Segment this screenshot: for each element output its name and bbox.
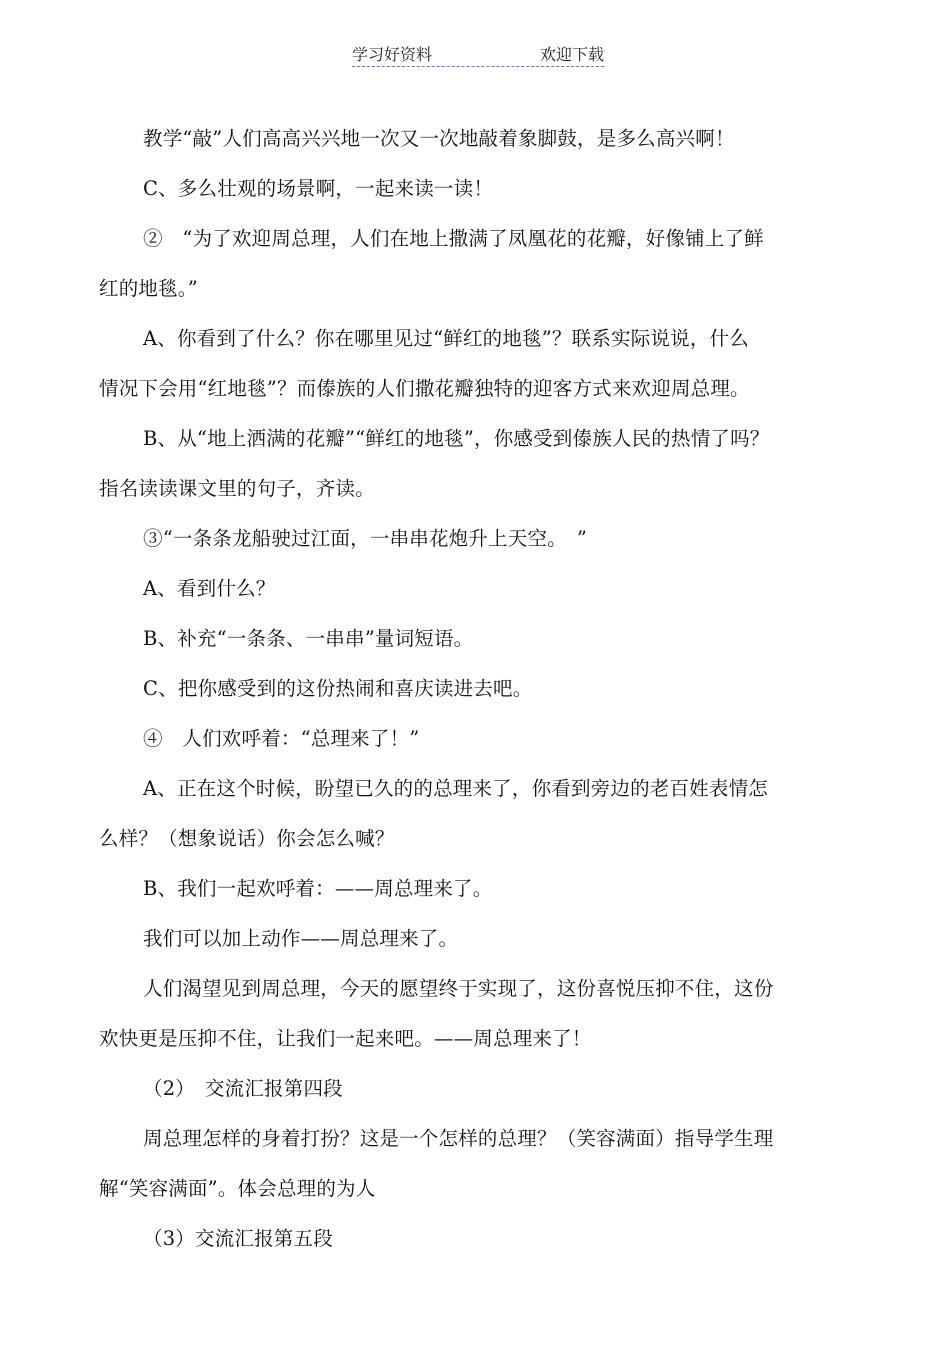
text-line: C、把你感受到的这份热闹和喜庆读进去吧。 <box>143 677 533 700</box>
text-line: A、正在这个时候，盼望已久的的总理来了，你看到旁边的老百姓表情怎 <box>143 777 768 800</box>
text-line: B、从“地上洒满的花瓣”“鲜红的地毯”，你感受到傣族人民的热情了吗？ <box>143 427 770 450</box>
section-heading: （2） 交流汇报第四段 <box>143 1077 343 1100</box>
text-line: 解“笑容满面”。体会总理的为人 <box>99 1177 376 1200</box>
text-line: 人们渴望见到周总理，今天的愿望终于实现了，这份喜悦压抑不住，这份 <box>143 977 774 1000</box>
header-right-text: 欢迎下载 <box>539 45 604 64</box>
text-line: ③“一条条龙船驶过江面，一串串花炮升上天空。 ” <box>143 527 587 550</box>
text-line: A、看到什么？ <box>143 577 276 600</box>
text-line: ④ 人们欢呼着：“总理来了！” <box>143 727 420 750</box>
text-line: ② “为了欢迎周总理，人们在地上撒满了凤凰花的花瓣，好像铺上了鲜 <box>143 227 764 250</box>
text-line: B、我们一起欢呼着：——周总理来了。 <box>143 877 493 900</box>
page-header <box>352 40 604 67</box>
text-line: 教学“敲”人们高高兴兴地一次又一次地敲着象脚鼓，是多么高兴啊！ <box>143 127 735 150</box>
text-line: 我们可以加上动作——周总理来了。 <box>143 927 459 950</box>
text-line: 红的地毯。” <box>99 277 198 300</box>
text-line: 周总理怎样的身着打扮？这是一个怎样的总理？（笑容满面）指导学生理 <box>143 1127 774 1150</box>
section-heading: （3）交流汇报第五段 <box>143 1227 333 1250</box>
text-line: B、补充“一条条、一串串”量词短语。 <box>143 627 474 650</box>
text-line: 欢快更是压抑不住，让我们一起来吧。——周总理来了！ <box>99 1027 592 1050</box>
text-line: C、多么壮观的场景啊，一起来读一读！ <box>143 177 494 200</box>
text-line: 指名读读课文里的句子，齐读。 <box>99 477 375 500</box>
text-line: 么样？（想象说话）你会怎么喊？ <box>99 827 395 850</box>
text-line: 情况下会用“红地毯”？而傣族的人们撒花瓣独特的迎客方式来欢迎周总理。 <box>99 377 750 400</box>
text-line: A、你看到了什么？你在哪里见过“鲜红的地毯”？联系实际说说，什么 <box>143 327 749 350</box>
header-left-text: 学习好资料 <box>352 45 433 64</box>
